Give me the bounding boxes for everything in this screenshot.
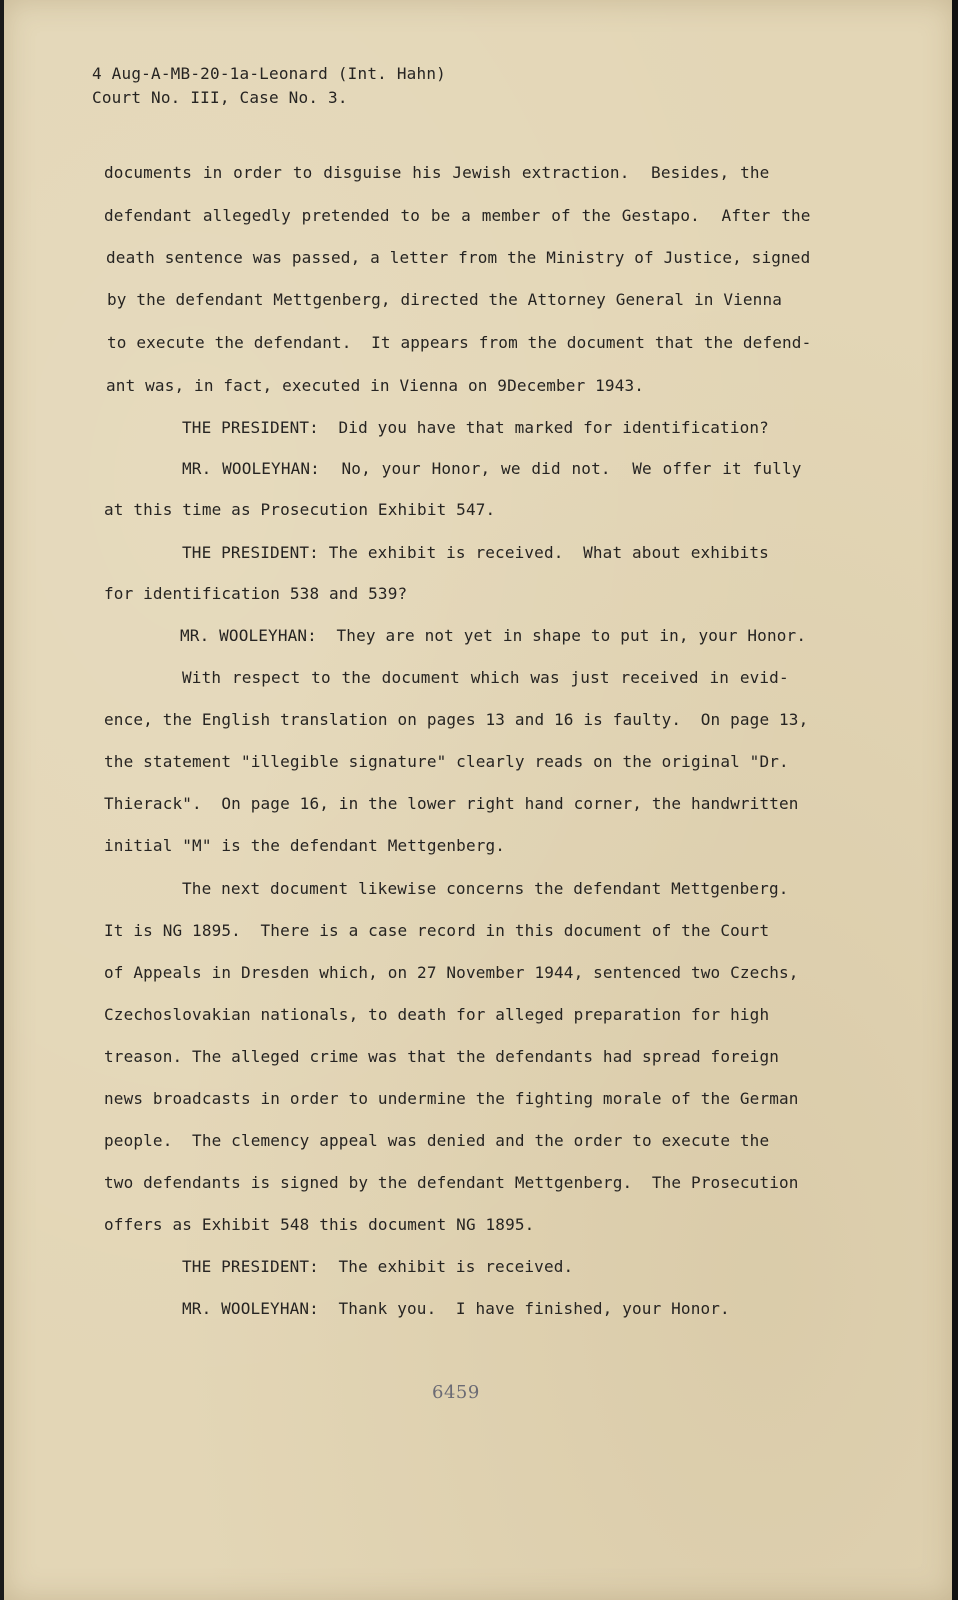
text-line: THE PRESIDENT: The exhibit is received. xyxy=(182,1257,574,1276)
text-line: people. The clemency appeal was denied and the order to execute the xyxy=(104,1131,770,1150)
text-line: the statement "illegible signature" clearly reads on the original "Dr. xyxy=(104,752,789,771)
text-line: documents in order to disguise his Jewish extraction. Besides, the xyxy=(104,163,770,182)
text-line: MR. WOOLEYHAN: Thank you. I have finished, your Honor. xyxy=(182,1299,730,1318)
text-line: THE PRESIDENT: Did you have that marked for identification? xyxy=(182,418,769,437)
text-line: THE PRESIDENT: The exhibit is received. What about exhibits xyxy=(182,543,769,562)
text-line: death sentence was passed, a letter from the Ministry of Justice, signed xyxy=(106,248,811,267)
text-line: to execute the defendant. It appears from the document that the defend- xyxy=(107,333,812,352)
text-line: ant was, in fact, executed in Vienna on 9December 1943. xyxy=(106,376,645,395)
text-line: Thierack". On page 16, in the lower right hand corner, the handwritten xyxy=(104,794,799,813)
text-line: With respect to the document which was just received in evid- xyxy=(182,668,789,687)
text-line: MR. WOOLEYHAN: No, your Honor, we did not. We offer it fully xyxy=(182,459,802,478)
text-line: at this time as Prosecution Exhibit 547. xyxy=(104,500,496,519)
text-line: for identification 538 and 539? xyxy=(104,584,408,603)
header-reference: 4 Aug-A-MB-20-1a-Leonard (Int. Hahn) xyxy=(92,64,446,83)
text-line: news broadcasts in order to undermine the fighting morale of the German xyxy=(104,1089,799,1108)
text-line: two defendants is signed by the defendant Mettgenberg. The Prosecution xyxy=(104,1173,799,1192)
text-line: The next document likewise concerns the defendant Mettgenberg. xyxy=(182,879,789,898)
page-number: 6459 xyxy=(432,1382,480,1403)
scan-edge xyxy=(952,0,958,1600)
text-line: defendant allegedly pretended to be a member of the Gestapo. After the xyxy=(104,206,811,225)
text-line: by the defendant Mettgenberg, directed the Attorney General in Vienna xyxy=(107,290,783,309)
text-line: initial "M" is the defendant Mettgenberg. xyxy=(104,836,506,855)
header-court-case: Court No. III, Case No. 3. xyxy=(92,88,348,107)
text-line: ence, the English translation on pages 13 and 16 is faulty. On page 13, xyxy=(104,710,809,729)
text-line: MR. WOOLEYHAN: They are not yet in shape to put in, your Honor. xyxy=(180,626,807,645)
text-line: Czechoslovakian nationals, to death for alleged preparation for high xyxy=(104,1005,770,1024)
text-line: of Appeals in Dresden which, on 27 November 1944, sentenced two Czechs, xyxy=(104,963,799,982)
document-page xyxy=(4,0,954,1600)
document-header xyxy=(92,62,446,110)
text-line: offers as Exhibit 548 this document NG 1895. xyxy=(104,1215,535,1234)
text-line: It is NG 1895. There is a case record in this document of the Court xyxy=(104,921,770,940)
text-line: treason. The alleged crime was that the defendants had spread foreign xyxy=(104,1047,780,1066)
